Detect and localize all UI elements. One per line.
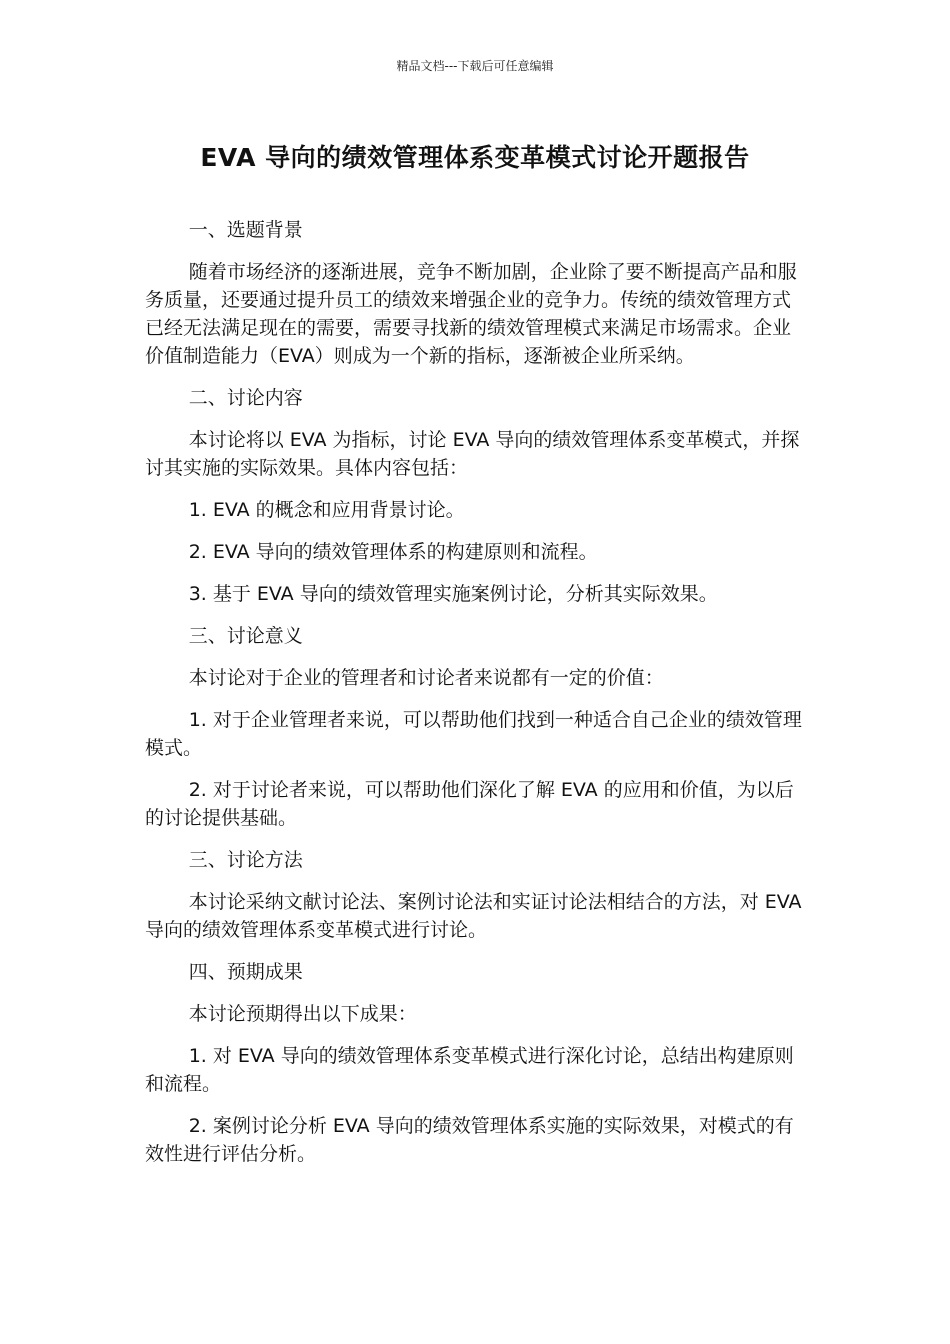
paragraph-background: 随着市场经济的逐渐进展，竞争不断加剧，企业除了要不断提高产品和服务质量，还要通过提升员工的绩效来增强企业的竞争力。传统的绩效管理方式已经无法满足现在的需要，需要寻找新的绩效管理模式来满足市场需求。企业价值制造能力（EVA）则成为一个新的指标，逐渐被企业所采纳。 [145, 261, 797, 367]
list-item-significance-2: 2. 对于讨论者来说，可以帮助他们深化了解 EVA 的应用和价值，为以后的讨论提供基础。 [145, 779, 794, 829]
section-heading-content: 二、讨论内容 [188, 387, 303, 409]
paragraph-content-intro: 本讨论将以 EVA 为指标，讨论 EVA 导向的绩效管理体系变革模式，并探讨其实施的实际效果。具体内容包括： [145, 429, 800, 479]
list-item-content-1: 1. EVA 的概念和应用背景讨论。 [188, 499, 465, 521]
list-item-content-3: 3. 基于 EVA 导向的绩效管理实施案例讨论，分析其实际效果。 [188, 583, 718, 605]
list-item-outcomes-1: 1. 对 EVA 导向的绩效管理体系变革模式进行深化讨论，总结出构建原则和流程。 [145, 1045, 794, 1095]
document-body [145, 216, 807, 1182]
list-item-outcomes-2: 2. 案例讨论分析 EVA 导向的绩效管理体系实施的实际效果，对模式的有效性进行评估分析。 [145, 1115, 794, 1165]
paragraph-significance-intro: 本讨论对于企业的管理者和讨论者来说都有一定的价值： [188, 667, 664, 689]
section-heading-outcomes: 四、预期成果 [188, 961, 303, 983]
document-title: EVA 导向的绩效管理体系变革模式讨论开题报告 [200, 143, 750, 172]
list-item-significance-1: 1. 对于企业管理者来说，可以帮助他们找到一种适合自己企业的绩效管理模式。 [145, 709, 802, 759]
section-heading-significance: 三、讨论意义 [188, 625, 303, 647]
list-item-content-2: 2. EVA 导向的绩效管理体系的构建原则和流程。 [188, 541, 598, 563]
header-note: 精品文档---下载后可任意编辑 [396, 59, 554, 73]
section-heading-background: 一、选题背景 [188, 219, 303, 241]
section-heading-method: 三、讨论方法 [188, 849, 303, 871]
paragraph-method: 本讨论采纳文献讨论法、案例讨论法和实证讨论法相结合的方法，对 EVA 导向的绩效管理体系变革模式进行讨论。 [145, 891, 802, 941]
paragraph-outcomes-intro: 本讨论预期得出以下成果： [188, 1003, 417, 1025]
